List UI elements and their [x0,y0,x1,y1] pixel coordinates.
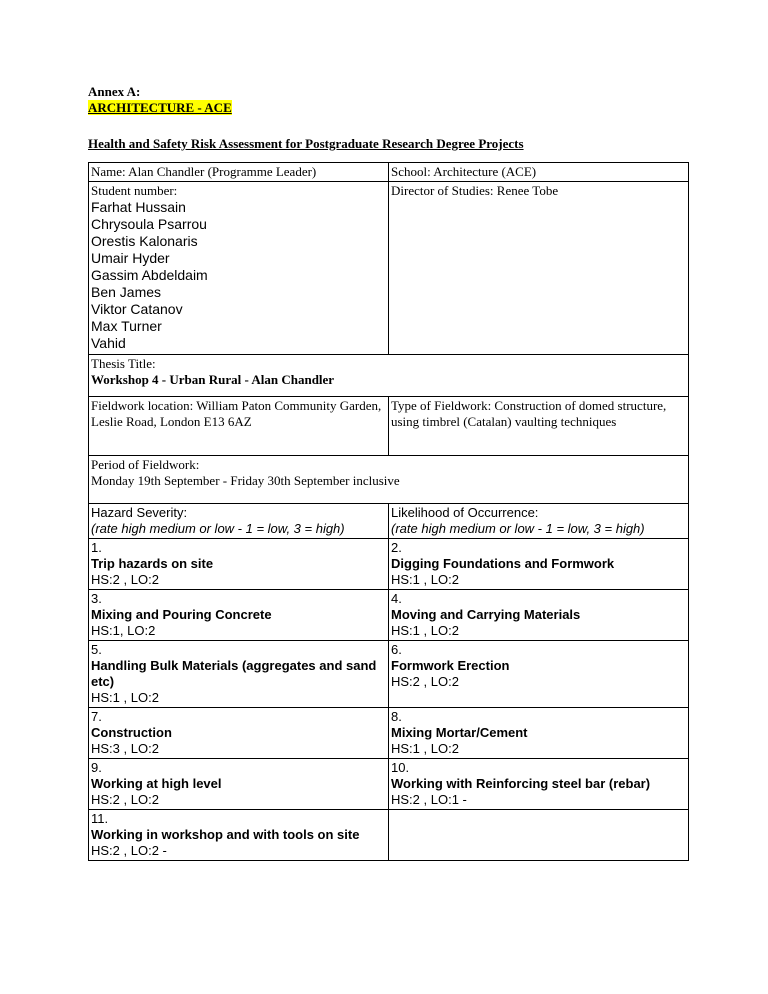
director-field: Director of Studies: Renee Tobe [391,183,559,198]
thesis-label: Thesis Title: [91,356,156,371]
hazard-item [89,641,389,708]
severity-heading-cell [89,504,389,539]
hazard-rating: HS:2 , LO:1 - [391,792,467,807]
likelihood-heading: Likelihood of Occurrence: [391,505,539,520]
hazard-rating: HS:1 , LO:2 [391,741,459,756]
hazard-item [89,539,389,590]
table-row [89,590,689,641]
thesis-cell [89,355,689,397]
hazard-number: 9. [91,760,102,775]
fieldwork-location-field: Fieldwork location: William Paton Community Garden, Leslie Road, London E13 6AZ [91,398,382,429]
fieldwork-location-cell [89,397,389,456]
hazard-number: 3. [91,591,102,606]
thesis-title: Workshop 4 - Urban Rural - Alan Chandler [91,372,335,387]
hazard-item [89,708,389,759]
table-row [89,182,689,355]
severity-heading: Hazard Severity: [91,505,188,520]
hazard-name: Working with Reinforcing steel bar (rebar) [391,776,651,791]
hazard-name: Moving and Carrying Materials [391,607,581,622]
hazard-rating: HS:2 , LO:2 [91,572,159,587]
hazard-name: Formwork Erection [391,658,510,673]
hazard-rating: HS:1, LO:2 [91,623,156,638]
hazard-rating: HS:2 , LO:2 - [91,843,167,858]
period-cell [89,456,689,504]
hazard-name: Digging Foundations and Formwork [391,556,615,571]
school-field: School: Architecture (ACE) [391,164,537,179]
hazard-item [389,641,689,708]
hazard-rating: HS:2 , LO:2 [391,674,459,689]
hazard-name: Construction [91,725,172,740]
table-row [89,397,689,456]
hazard-name: Working at high level [91,776,222,791]
table-row [89,355,689,397]
table-row [89,539,689,590]
hazard-item [89,590,389,641]
annex-department: ARCHITECTURE - ACE [88,100,232,115]
list-item: Vahid [91,335,126,351]
period-label: Period of Fieldwork: [91,457,200,472]
hazard-number: 5. [91,642,102,657]
hazard-rating: HS:1 , LO:2 [391,623,459,638]
hazard-number: 2. [391,540,402,555]
list-item: Viktor Catanov [91,301,183,317]
hazard-name: Handling Bulk Materials (aggregates and sand etc) [91,658,377,689]
name-cell [89,163,389,182]
severity-subheading: (rate high medium or low - 1 = low, 3 = high) [91,521,345,536]
hazard-rating: HS:1 , LO:2 [91,690,159,705]
hazard-name: Mixing Mortar/Cement [391,725,528,740]
list-item: Ben James [91,284,162,300]
period-value: Monday 19th September - Friday 30th September inclusive [91,473,400,488]
hazard-rating: HS:1 , LO:2 [391,572,459,587]
fieldwork-type-field: Type of Fieldwork: Construction of domed structure, using timbrel (Catalan) vaulting techniques [391,398,667,429]
list-item: Farhat Hussain [91,199,186,215]
student-list [91,199,386,352]
table-row [89,759,689,810]
hazard-number: 6. [391,642,402,657]
hazard-name: Trip hazards on site [91,556,214,571]
document-page [88,84,688,861]
empty-cell [389,810,689,861]
hazard-item [389,590,689,641]
likelihood-subheading: (rate high medium or low - 1 = low, 3 = high) [391,521,645,536]
school-cell [389,163,689,182]
table-row [89,504,689,539]
hazard-number: 8. [391,709,402,724]
table-row [89,456,689,504]
table-row [89,641,689,708]
likelihood-heading-cell [389,504,689,539]
hazard-name: Mixing and Pouring Concrete [91,607,272,622]
table-row [89,163,689,182]
director-cell [389,182,689,355]
annex-label: Annex A: [88,84,141,99]
hazard-rating: HS:3 , LO:2 [91,741,159,756]
table-row [89,810,689,861]
hazard-item [89,810,389,861]
risk-assessment-table [88,162,689,861]
student-number-cell [89,182,389,355]
hazard-item [389,759,689,810]
list-item: Orestis Kalonaris [91,233,198,249]
name-field: Name: Alan Chandler (Programme Leader) [91,164,317,179]
list-item: Max Turner [91,318,162,334]
hazard-number: 1. [91,540,102,555]
table-row [89,708,689,759]
hazard-number: 4. [391,591,402,606]
hazard-name: Working in workshop and with tools on site [91,827,360,842]
hazard-number: 11. [91,811,109,826]
fieldwork-type-cell [389,397,689,456]
hazard-item [89,759,389,810]
page-title: Health and Safety Risk Assessment for Postgraduate Research Degree Projects [88,136,524,151]
hazard-number: 7. [91,709,102,724]
student-number-label: Student number: [91,183,178,198]
hazard-item [389,708,689,759]
hazard-number: 10. [391,760,410,775]
list-item: Chrysoula Psarrou [91,216,207,232]
hazard-rating: HS:2 , LO:2 [91,792,159,807]
list-item: Umair Hyder [91,250,170,266]
list-item: Gassim Abdeldaim [91,267,208,283]
hazard-item [389,539,689,590]
